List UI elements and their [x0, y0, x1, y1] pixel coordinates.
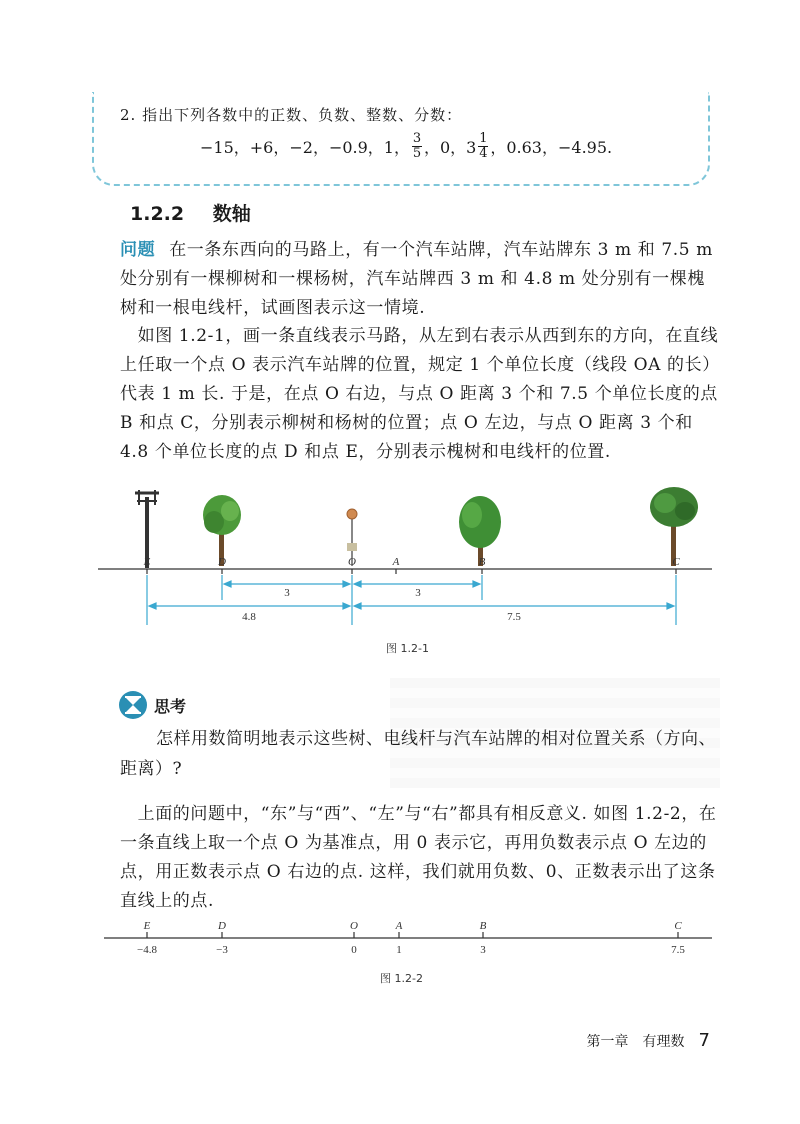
think-title: 思考 [154, 696, 187, 716]
numbers-part-2: ，0，3 [423, 138, 477, 157]
think-text: 怎样用数简明地表示这些树、电线杆与汽车站牌的相对位置关系（方向、距离）? [120, 729, 716, 779]
point-label-D: D [218, 556, 226, 568]
exercise-question: 2. 指出下列各数中的正数、负数、整数、分数： [120, 106, 463, 124]
figure-2-caption: 图 1.2-2 [380, 972, 423, 985]
point-label-E: E [143, 920, 151, 932]
point-label-O: O [350, 920, 358, 932]
section-title: 数轴 [212, 203, 251, 225]
problem-lead: 问题 [120, 240, 156, 260]
numbers-part-1: −15，+6，−2，−0.9，1， [200, 138, 410, 157]
point-label-A: A [395, 920, 403, 932]
figure-1-caption: 图 1.2-1 [386, 642, 429, 655]
chapter-label: 第一章 有理数 [586, 1034, 685, 1050]
fraction-denominator: 5 [412, 146, 422, 161]
point-value-E: −4.8 [137, 944, 157, 956]
point-label-B: B [478, 556, 486, 568]
section-number: 1.2.2 [130, 203, 185, 225]
numbers-part-3: ，0.63，−4.95. [490, 138, 613, 157]
paragraph-2: 上面的问题中，“东”与“西”、“左”与“右”都具有相反意义. 如图 1.2-2，在一条直线上取一个点 O 为基准点，用 0 表示它，再用负数表示点 O 左边的点，用正数表示点 O 右边的点. 这样，我们就用负数、0、正数表示出了这条直线上的点. [120, 804, 717, 911]
dim-label-eo: 4.8 [242, 611, 256, 623]
point-label-B: B [479, 920, 487, 932]
point-label-C: C [672, 556, 680, 568]
dim-label-ob: 3 [415, 587, 421, 599]
page-footer [587, 1030, 710, 1051]
dim-label-do: 3 [284, 587, 290, 599]
point-value-C: 7.5 [671, 944, 685, 956]
dim-label-oc: 7.5 [507, 611, 521, 623]
point-value-D: −3 [216, 944, 228, 956]
page-number: 7 [698, 1030, 710, 1051]
fraction-numerator: 3 [412, 131, 422, 146]
point-value-O: 0 [351, 944, 357, 956]
paragraph-1: 如图 1.2-1，画一条直线表示马路，从左到右表示从西到东的方向，在直线上任取一个点 O 表示汽车站牌的位置，规定 1 个单位长度（线段 OA 的长）代表 1 m 长. 于是，在点 O 右边，与点 O 距离 3 个和 7.5 个单位长度的点 B 和点 C，分别表示柳树和杨树的位置；点 O 左边，与点 O 距离 3 个和 4.8 个单位长度的点 D 和点 E，分别表示槐树和电线杆的位置. [120, 326, 720, 462]
point-label-O: O [348, 556, 356, 568]
point-label-A: A [392, 556, 400, 568]
point-label-D: D [218, 920, 226, 932]
point-label-C: C [674, 920, 682, 932]
point-label-E: E [143, 556, 151, 568]
fraction-denominator: 4 [479, 146, 488, 161]
point-value-B: 3 [480, 944, 486, 956]
fraction-numerator: 1 [479, 131, 488, 146]
problem-text: 在一条东西向的马路上，有一个汽车站牌，汽车站牌东 3 m 和 7.5 m 处分别有一棵柳树和一棵杨树，汽车站牌西 3 m 和 4.8 m 处分别有一棵槐树和一根电线杆，试画图表示这一情境. [120, 240, 713, 318]
point-value-A: 1 [396, 944, 402, 956]
